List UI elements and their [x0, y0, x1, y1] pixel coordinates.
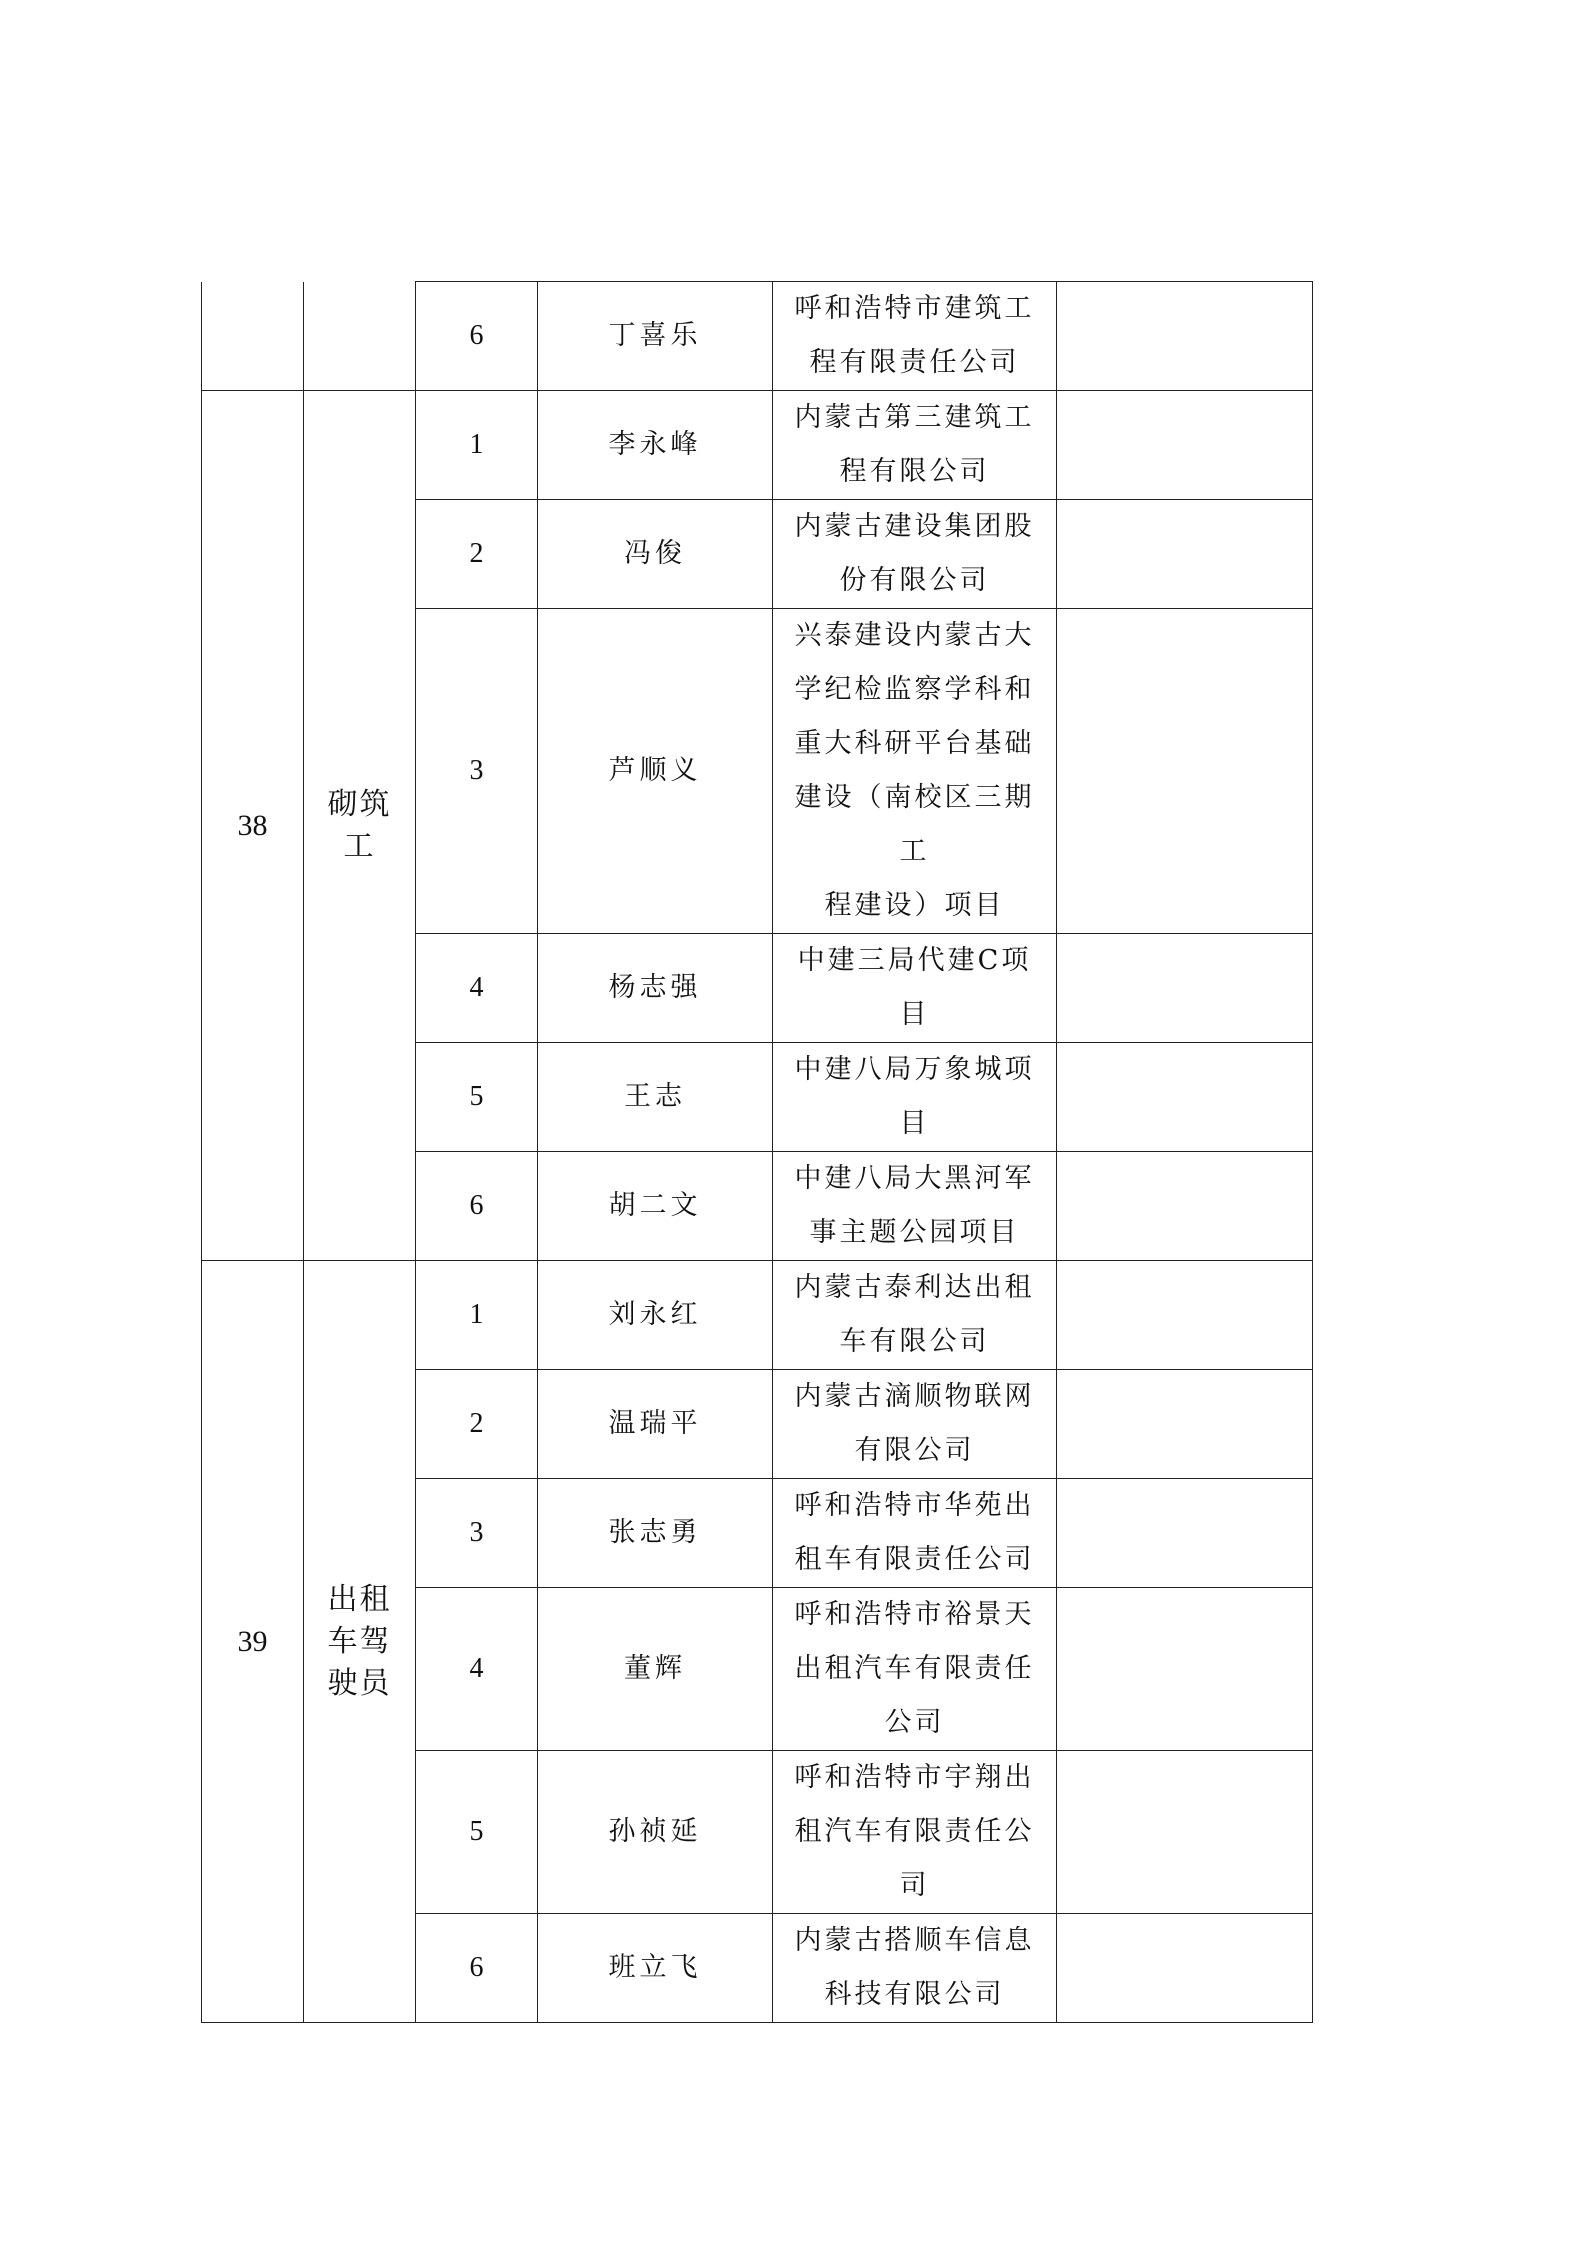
company-cell: 兴泰建设内蒙古大 学纪检监察学科和 重大科研平台基础 建设（南校区三期工 程建设）项目 — [773, 609, 1057, 934]
table-body — [202, 282, 1313, 2023]
table-row — [202, 391, 1313, 500]
remark-cell — [1057, 1152, 1313, 1261]
company-cell: 内蒙古第三建筑工 程有限公司 — [773, 391, 1057, 500]
winner-name-cell: 班立飞 — [538, 1914, 773, 2023]
rank-number-cell: 4 — [416, 1588, 538, 1751]
winner-name-cell: 芦顺义 — [538, 609, 773, 934]
winner-name-cell: 孙祯延 — [538, 1751, 773, 1914]
company-cell: 中建八局大黑河军 事主题公园项目 — [773, 1152, 1057, 1261]
remark-cell — [1057, 1261, 1313, 1370]
winner-name-cell: 杨志强 — [538, 934, 773, 1043]
remark-cell — [1057, 391, 1313, 500]
remark-cell — [1057, 1914, 1313, 2023]
remark-cell — [1057, 1479, 1313, 1588]
group-trade-cell: 砌筑 工 — [304, 391, 416, 1261]
remark-cell — [1057, 282, 1313, 391]
rank-number-cell: 2 — [416, 500, 538, 609]
rank-number-cell: 5 — [416, 1751, 538, 1914]
table-row — [202, 282, 1313, 391]
rank-number-cell: 6 — [416, 282, 538, 391]
company-cell: 中建八局万象城项 目 — [773, 1043, 1057, 1152]
remark-cell — [1057, 934, 1313, 1043]
winner-name-cell: 张志勇 — [538, 1479, 773, 1588]
rank-number-cell: 1 — [416, 1261, 538, 1370]
rank-number-cell: 6 — [416, 1152, 538, 1261]
rank-number-cell: 1 — [416, 391, 538, 500]
rank-number-cell: 2 — [416, 1370, 538, 1479]
winner-name-cell: 刘永红 — [538, 1261, 773, 1370]
awards-list-table — [201, 281, 1313, 2023]
company-cell: 呼和浩特市建筑工 程有限责任公司 — [773, 282, 1057, 391]
company-cell: 内蒙古泰利达出租 车有限公司 — [773, 1261, 1057, 1370]
group-seq-cell: 39 — [202, 1261, 304, 2023]
winner-name-cell: 李永峰 — [538, 391, 773, 500]
company-cell: 呼和浩特市宇翔出 租汽车有限责任公 司 — [773, 1751, 1057, 1914]
remark-cell — [1057, 1751, 1313, 1914]
remark-cell — [1057, 1588, 1313, 1751]
winner-name-cell: 丁喜乐 — [538, 282, 773, 391]
company-cell: 内蒙古搭顺车信息 科技有限公司 — [773, 1914, 1057, 2023]
remark-cell — [1057, 1043, 1313, 1152]
group-trade-cell: 出租 车驾 驶员 — [304, 1261, 416, 2023]
company-cell: 中建三局代建C项 目 — [773, 934, 1057, 1043]
table-row — [202, 1261, 1313, 1370]
rank-number-cell: 3 — [416, 1479, 538, 1588]
winner-name-cell: 冯俊 — [538, 500, 773, 609]
winner-name-cell: 胡二文 — [538, 1152, 773, 1261]
rank-number-cell: 4 — [416, 934, 538, 1043]
company-cell: 呼和浩特市华苑出 租车有限责任公司 — [773, 1479, 1057, 1588]
remark-cell — [1057, 609, 1313, 934]
group-seq-cell: 38 — [202, 391, 304, 1261]
remark-cell — [1057, 500, 1313, 609]
group-seq-cell — [202, 282, 304, 391]
rank-number-cell: 5 — [416, 1043, 538, 1152]
rank-number-cell: 6 — [416, 1914, 538, 2023]
remark-cell — [1057, 1370, 1313, 1479]
rank-number-cell: 3 — [416, 609, 538, 934]
company-cell: 内蒙古建设集团股 份有限公司 — [773, 500, 1057, 609]
winner-name-cell: 董辉 — [538, 1588, 773, 1751]
winner-name-cell: 王志 — [538, 1043, 773, 1152]
company-cell: 内蒙古滴顺物联网 有限公司 — [773, 1370, 1057, 1479]
company-cell: 呼和浩特市裕景天 出租汽车有限责任 公司 — [773, 1588, 1057, 1751]
winner-name-cell: 温瑞平 — [538, 1370, 773, 1479]
group-trade-cell — [304, 282, 416, 391]
